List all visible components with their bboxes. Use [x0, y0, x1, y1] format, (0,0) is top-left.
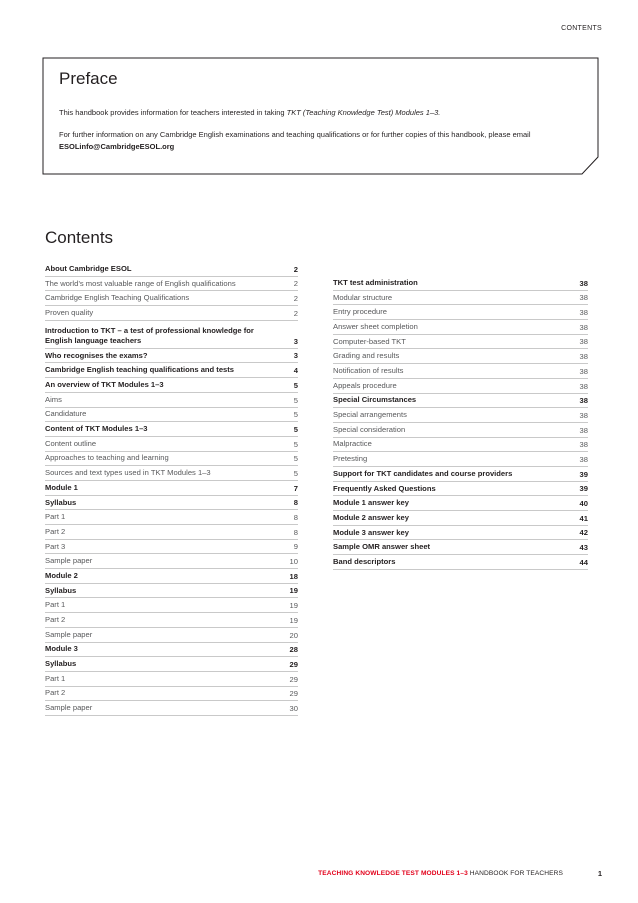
toc-entry[interactable] [333, 438, 588, 453]
toc-entry[interactable] [45, 321, 298, 349]
toc-entry-title: Sample paper [45, 629, 93, 639]
toc-entry[interactable] [45, 687, 298, 702]
toc-entry-page: 18 [289, 571, 298, 581]
toc-entry-page: 38 [579, 352, 588, 362]
toc-entry-title: Entry procedure [333, 307, 388, 317]
toc-entry-page: 3 [293, 351, 298, 361]
toc-entry[interactable] [333, 540, 588, 555]
toc-entry-page: 8 [293, 527, 298, 537]
toc-entry[interactable] [333, 335, 588, 350]
toc-entry[interactable] [333, 291, 588, 306]
toc-entry[interactable] [333, 379, 588, 394]
toc-entry[interactable] [333, 452, 588, 467]
toc-entry-title: Notification of results [333, 366, 404, 376]
toc-entry-page: 28 [289, 645, 298, 655]
toc-left-column [45, 262, 298, 716]
preface-contact [59, 129, 594, 153]
toc-entry[interactable] [45, 584, 298, 599]
footer-title [318, 870, 563, 877]
contents-title: Contents [45, 228, 114, 247]
preface-intro-italic: TKT (Teaching Knowledge Test) Modules 1–3. [286, 108, 441, 117]
preface-box [42, 57, 599, 175]
toc-entry-page: 5 [293, 380, 298, 390]
toc-entry-page: 5 [293, 410, 298, 420]
toc-entry-page: 39 [579, 469, 588, 479]
toc-entry[interactable] [45, 525, 298, 540]
toc-entry-title: Sources and text types used in TKT Modules 1–3 [45, 468, 211, 478]
toc-entry-title: Syllabus [45, 497, 77, 507]
toc-entry[interactable] [45, 378, 298, 393]
toc-entry[interactable] [333, 349, 588, 364]
toc-entry-title: Approaches to teaching and learning [45, 453, 169, 463]
toc-entry-page: 38 [579, 440, 588, 450]
toc-entry-page: 4 [293, 366, 298, 376]
toc-entry[interactable] [45, 481, 298, 496]
toc-entry[interactable] [333, 423, 588, 438]
toc-entry[interactable] [333, 496, 588, 511]
toc-entry-title: Introduction to TKT – a test of professional knowledge for English language teachers [45, 326, 254, 345]
toc-entry-page: 38 [579, 381, 588, 391]
toc-entry-title: Support for TKT candidates and course providers [333, 468, 513, 478]
toc-entry-page: 2 [293, 294, 298, 304]
toc-entry[interactable] [333, 408, 588, 423]
toc-entry-title: Sample paper [45, 703, 93, 713]
toc-entry-title: Part 1 [45, 512, 66, 522]
toc-entry[interactable] [333, 467, 588, 482]
toc-entry-title: Computer-based TKT [333, 336, 406, 346]
preface-intro [59, 108, 589, 117]
toc-entry[interactable] [333, 364, 588, 379]
toc-entry-page: 40 [579, 499, 588, 508]
toc-entry[interactable] [45, 466, 298, 481]
toc-entry[interactable] [45, 540, 298, 555]
toc-entry-title: Module 2 answer key [333, 512, 409, 522]
toc-entry-page: 38 [579, 308, 588, 318]
toc-entry-title: Content outline [45, 438, 97, 448]
toc-entry[interactable] [45, 643, 298, 658]
toc-entry-title: Special Circumstances [333, 395, 417, 405]
page-number: 1 [597, 869, 602, 878]
toc-entry[interactable] [45, 628, 298, 643]
toc-entry-title: Module 1 [45, 482, 78, 492]
toc-entry-title: Malpractice [333, 439, 372, 449]
toc-entry-title: Frequently Asked Questions [333, 483, 436, 493]
toc-entry[interactable] [333, 276, 588, 291]
toc-entry-page: 42 [579, 528, 588, 538]
toc-entry-title: Answer sheet completion [333, 321, 418, 331]
toc-entry[interactable] [45, 672, 298, 687]
toc-entry[interactable] [45, 452, 298, 467]
toc-entry-page: 30 [289, 703, 298, 713]
toc-entry-title: The world’s most valuable range of English qualifications [45, 278, 236, 288]
toc-entry-title: Part 3 [45, 541, 66, 551]
toc-entry-title: Module 3 answer key [333, 527, 409, 537]
toc-entry[interactable] [45, 422, 298, 437]
preface-title: Preface [59, 69, 118, 88]
toc-entry-title: Content of TKT Modules 1–3 [45, 424, 148, 434]
toc-entry-title: Cambridge English Teaching Qualifications [45, 293, 190, 303]
toc-entry-title: Part 2 [45, 526, 66, 536]
toc-entry[interactable] [333, 555, 588, 570]
toc-entry[interactable] [45, 569, 298, 584]
toc-entry[interactable] [45, 510, 298, 525]
toc-entry[interactable] [333, 482, 588, 497]
toc-entry-title: Part 2 [45, 688, 66, 698]
toc-entry-page: 38 [579, 337, 588, 347]
toc-entry[interactable] [45, 349, 298, 364]
toc-entry-title: Syllabus [45, 659, 77, 669]
toc-entry-title: TKT test administration [333, 277, 418, 287]
toc-entry-page: 5 [293, 439, 298, 449]
toc-entry-page: 2 [293, 279, 298, 289]
toc-entry-title: Candidature [45, 409, 87, 419]
toc-entry[interactable] [45, 363, 298, 378]
footer-title-accent: TEACHING KNOWLEDGE TEST MODULES 1–3 [318, 870, 468, 877]
toc-entry-title: Syllabus [45, 585, 77, 595]
section-label: CONTENTS [561, 25, 602, 32]
toc-entry[interactable] [333, 394, 588, 409]
preface-intro-text: This handbook provides information for teachers interested in taking [59, 108, 287, 117]
toc-entry-page: 29 [289, 674, 298, 684]
toc-entry[interactable] [45, 306, 298, 321]
toc-entry[interactable] [45, 437, 298, 452]
toc-entry[interactable] [45, 554, 298, 569]
toc-entry-page: 38 [579, 454, 588, 464]
toc-entry-title: Cambridge English teaching qualifications and tests [45, 365, 235, 375]
toc-entry[interactable] [45, 277, 298, 292]
toc-entry-page: 9 [293, 542, 298, 552]
toc-right-column [333, 276, 588, 570]
toc-entry-title: Part 2 [45, 615, 66, 625]
toc-entry[interactable] [45, 262, 298, 277]
toc-entry[interactable] [333, 526, 588, 541]
toc-entry-title: About Cambridge ESOL [45, 263, 132, 273]
toc-entry[interactable] [45, 393, 298, 408]
preface-contact-text: For further information on any Cambridge English examinations and teaching qualifications or for further copies of this handbook, please email [59, 130, 531, 139]
toc-entry-title: Part 1 [45, 600, 66, 610]
toc-entry-title: Special consideration [333, 424, 406, 434]
toc-entry-page: 41 [579, 513, 588, 523]
toc-entry-page: 44 [579, 557, 588, 567]
toc-entry-title: Modular structure [333, 292, 393, 302]
toc-entry[interactable] [45, 613, 298, 628]
toc-entry-page: 10 [289, 557, 298, 567]
toc-entry-page: 38 [579, 322, 588, 332]
toc-entry-title: Grading and results [333, 351, 400, 361]
toc-entry-page: 5 [293, 454, 298, 464]
toc-entry-page: 38 [579, 366, 588, 376]
toc-entry-title: Special arrangements [333, 410, 407, 420]
toc-entry-page: 19 [289, 586, 298, 596]
toc-entry[interactable] [333, 305, 588, 320]
toc-entry-title: Sample paper [45, 556, 93, 566]
toc-entry[interactable] [333, 320, 588, 335]
toc-entry-page: 19 [289, 615, 298, 625]
toc-entry-page: 39 [579, 484, 588, 494]
toc-entry-page: 5 [293, 468, 298, 478]
toc-entry-title: An overview of TKT Modules 1–3 [45, 380, 164, 390]
toc-entry-title: Aims [45, 394, 62, 404]
toc-entry-title: Band descriptors [333, 556, 396, 566]
toc-entry-page: 8 [293, 513, 298, 522]
toc-entry-page: 5 [293, 424, 298, 434]
toc-entry-page: 8 [293, 498, 298, 508]
toc-entry[interactable] [45, 598, 298, 613]
toc-entry[interactable] [45, 657, 298, 672]
toc-entry-page: 38 [579, 278, 588, 288]
toc-entry-page: 29 [289, 659, 298, 669]
toc-entry[interactable] [333, 511, 588, 526]
footer-title-rest: HANDBOOK FOR TEACHERS [467, 870, 563, 877]
toc-entry-page: 29 [289, 689, 298, 699]
toc-entry[interactable] [45, 496, 298, 511]
toc-entry-page: 5 [293, 395, 298, 405]
toc-entry-page: 38 [579, 396, 588, 406]
toc-entry-page: 38 [579, 410, 588, 420]
toc-entry[interactable] [45, 701, 298, 716]
toc-entry-page: 2 [293, 264, 298, 274]
toc-entry-page: 19 [289, 601, 298, 611]
toc-entry-title: Module 2 [45, 570, 78, 580]
toc-entry-title: Appeals procedure [333, 380, 397, 390]
toc-entry-page: 20 [289, 630, 298, 640]
toc-entry-page: 38 [579, 293, 588, 303]
toc-entry-title: Proven quality [45, 307, 94, 317]
toc-entry-title: Pretesting [333, 454, 368, 464]
toc-entry[interactable] [45, 291, 298, 306]
contact-email-link[interactable]: ESOLinfo@CambridgeESOL.org [59, 142, 175, 151]
toc-entry-title: Sample OMR answer sheet [333, 542, 431, 552]
toc-entry-page: 43 [579, 543, 588, 553]
toc-entry-title: Who recognises the exams? [45, 350, 148, 360]
toc-entry-page: 2 [293, 308, 298, 318]
toc-entry-title: Part 1 [45, 673, 66, 683]
toc-entry-page: 3 [293, 336, 298, 346]
toc-entry-title: Module 3 [45, 644, 78, 654]
toc-entry-page: 38 [579, 425, 588, 435]
toc-entry-title: Module 1 answer key [333, 498, 409, 508]
toc-entry-page: 7 [293, 483, 298, 493]
toc-entry[interactable] [45, 408, 298, 423]
